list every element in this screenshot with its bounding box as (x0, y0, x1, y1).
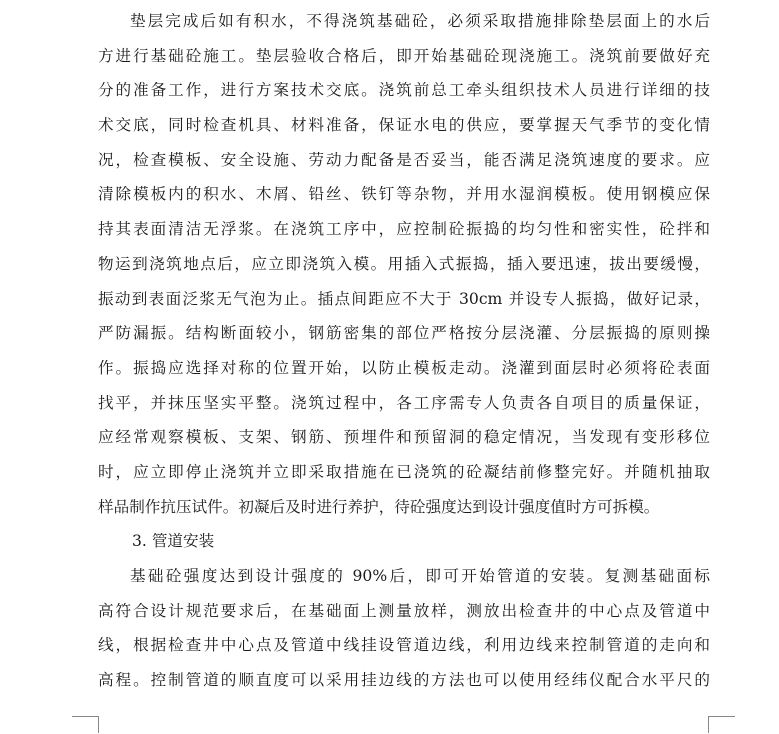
paragraph-2 (98, 559, 710, 698)
paragraph-line: 术交底，同时检查机具、材料准备，保证水电的供应，要掌握天气季节的变化情 (98, 116, 710, 135)
document-body (98, 4, 710, 698)
paragraph-line: 样品制作抗压试件。初凝后及时进行养护，待砼强度达到设计强度值时方可拆模。 (98, 497, 660, 516)
page-corner-mark-left (72, 716, 99, 733)
paragraph-line: 分的准备工作，进行方案技术交底。浇筑前总工牵头组织技术人员进行详细的技 (98, 81, 710, 100)
paragraph-line: 清除模板内的积水、木屑、铅丝、铁钉等杂物，并用水湿润模板。使用钢模应保 (98, 185, 710, 204)
paragraph-line: 作。振捣应选择对称的位置开始，以防止模板走动。浇灌到面层时必须将砼表面 (98, 358, 710, 377)
paragraph-line: 时，应立即停止浇筑并立即采取措施在已浇筑的砼凝结前修整完好。并随机抽取 (98, 462, 710, 481)
paragraph-line: 高程。控制管道的顺直度可以采用挂边线的方法也可以使用经纬仪配合水平尺的 (98, 671, 710, 690)
page-corner-mark-right (708, 716, 735, 733)
paragraph-line: 垫层完成后如有积水，不得浇筑基础砼，必须采取措施排除垫层面上的水后 (130, 12, 710, 30)
paragraph-line: 线，根据检查井中心点及管道中线挂设管道边线，利用边线来控制管道的走向和 (98, 636, 710, 655)
section-heading: 3. 管道安装 (132, 532, 215, 551)
paragraph-line: 方进行基础砼施工。垫层验收合格后，即开始基础砼现浇施工。浇筑前要做好充 (98, 46, 710, 65)
paragraph-1 (98, 4, 710, 524)
paragraph-line: 物运到浇筑地点后，应立即浇筑入模。用插入式振捣，插入要迅速，拔出要缓慢， (98, 254, 710, 273)
paragraph-line: 持其表面清洁无浮浆。在浇筑工序中，应控制砼振捣的均匀性和密实性，砼拌和 (98, 220, 710, 239)
paragraph-line: 况，检查模板、安全设施、劳动力配备是否妥当，能否满足浇筑速度的要求。应 (98, 150, 710, 169)
paragraph-line: 严防漏振。结构断面较小，钢筋密集的部位严格按分层浇灌、分层振捣的原则操 (98, 324, 710, 343)
paragraph-line: 应经常观察模板、支架、钢筋、预埋件和预留洞的稳定情况，当发现有变形移位 (98, 428, 710, 447)
paragraph-line: 找平，并抹压坚实平整。浇筑过程中，各工序需专人负责各自项目的质量保证， (98, 393, 710, 412)
paragraph-line: 振动到表面泛浆无气泡为止。插点间距应不大于 30cm 并设专人振捣，做好记录， (98, 289, 710, 308)
paragraph-line: 基础砼强度达到设计强度的 90%后，即可开始管道的安装。复测基础面标 (130, 567, 710, 585)
paragraph-line: 高符合设计规范要求后，在基础面上测量放样，测放出检查井的中心点及管道中 (98, 601, 710, 620)
